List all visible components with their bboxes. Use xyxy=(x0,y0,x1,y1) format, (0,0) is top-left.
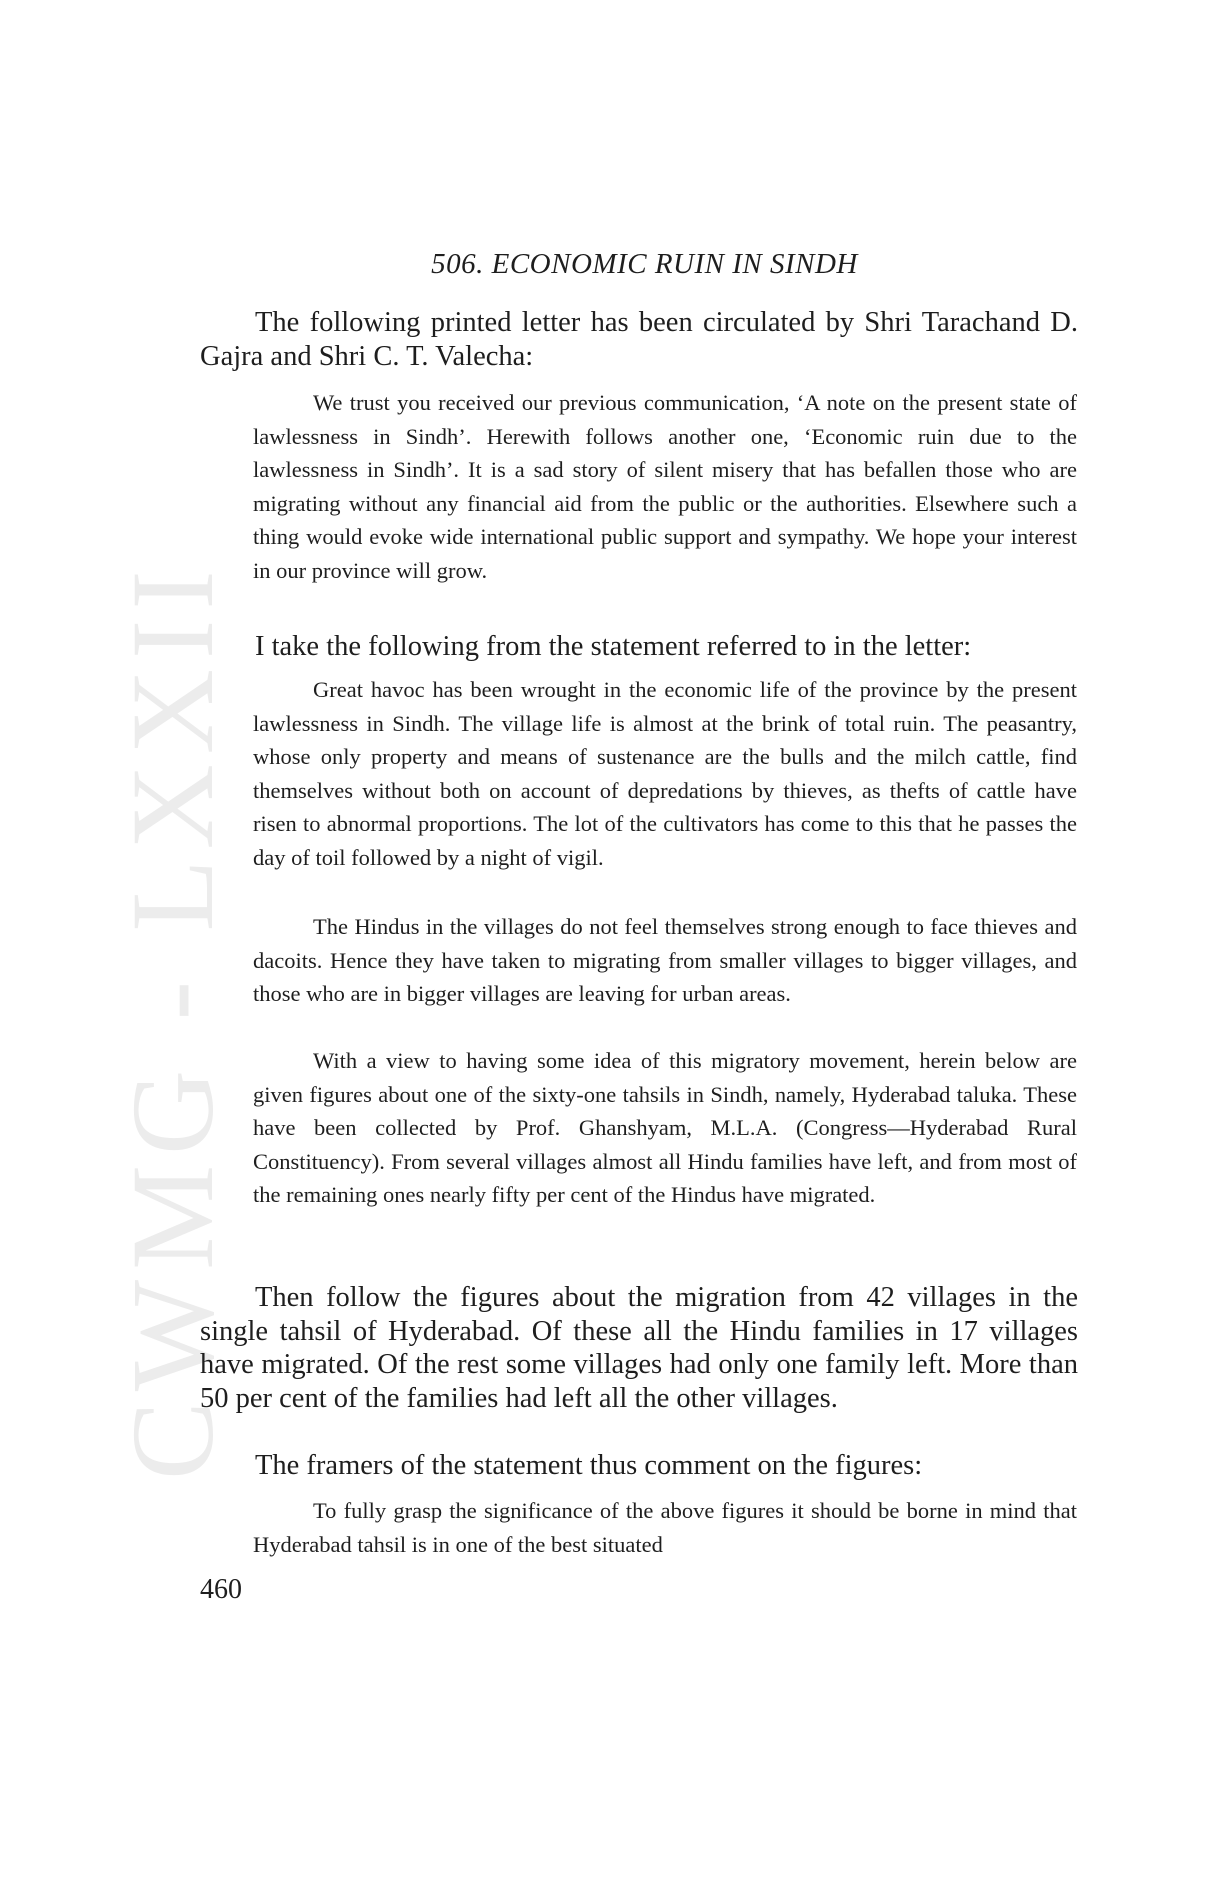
figures-paragraph: Then follow the figures about the migration from 42 villages in the single tahsil of Hyderabad. Of these all the Hindu families in 17 villages have migrated. Of the rest some villages had only one family left. More than 50 per cent of the families had left all the other villages. xyxy=(200,1282,1078,1414)
statement-intro: I take the following from the statement referred to in the letter: xyxy=(255,631,972,662)
statement-paragraph-2: The Hindus in the villages do not feel themselves strong enough to face thieves and dacoits. Hence they have taken to migrating from smaller villages to bigger villages, and those who are in bigger villages are leaving for urban areas. xyxy=(253,914,1077,1007)
watermark-text: CWMG - LXXII xyxy=(107,560,238,1480)
page-number: 460 xyxy=(200,1574,242,1605)
article-heading: 506. ECONOMIC RUIN IN SINDH xyxy=(431,248,858,280)
framers-intro: The framers of the statement thus comment on the figures: xyxy=(255,1450,923,1481)
framers-quote: To fully grasp the significance of the above figures it should be borne in mind that Hyderabad tahsil is in one of the best situated xyxy=(253,1498,1077,1557)
statement-paragraph-3: With a view to having some idea of this migratory movement, herein below are given figures about one of the sixty-one tahsils in Sindh, namely, Hyderabad taluka. These have been collected by Prof. Ghanshyam, M.L.A. (Congress—Hyderabad Rural Constituency). From several villages almost all Hindu families have left, and from most of the remaining ones nearly fifty per cent of the Hindus have migrated. xyxy=(253,1048,1077,1208)
letter-quote: We trust you received our previous communication, ‘A note on the present state of lawlessness in Sindh’. Herewith follows another one, ‘Economic ruin due to the lawlessness in Sindh’. It is a sad story of silent misery that has befallen those who are migrating without any financial aid from the public or the authorities. Elsewhere such a thing would evoke wide international public support and sympathy. We hope your interest in our province will grow. xyxy=(253,390,1077,583)
statement-paragraph-1: Great havoc has been wrought in the economic life of the province by the present lawlessness in Sindh. The village life is almost at the brink of total ruin. The peasantry, whose only property and means of sustenance are the bulls and the milch cattle, find themselves without both on account of depredations by thieves, as thefts of cattle have risen to abnormal proportions. The lot of the cultivators has come to this that he passes the day of toil followed by a night of vigil. xyxy=(253,677,1077,870)
intro-paragraph: The following printed letter has been circulated by Shri Tarachand D. Gajra and Shri C. T. Valecha: xyxy=(200,307,1078,372)
